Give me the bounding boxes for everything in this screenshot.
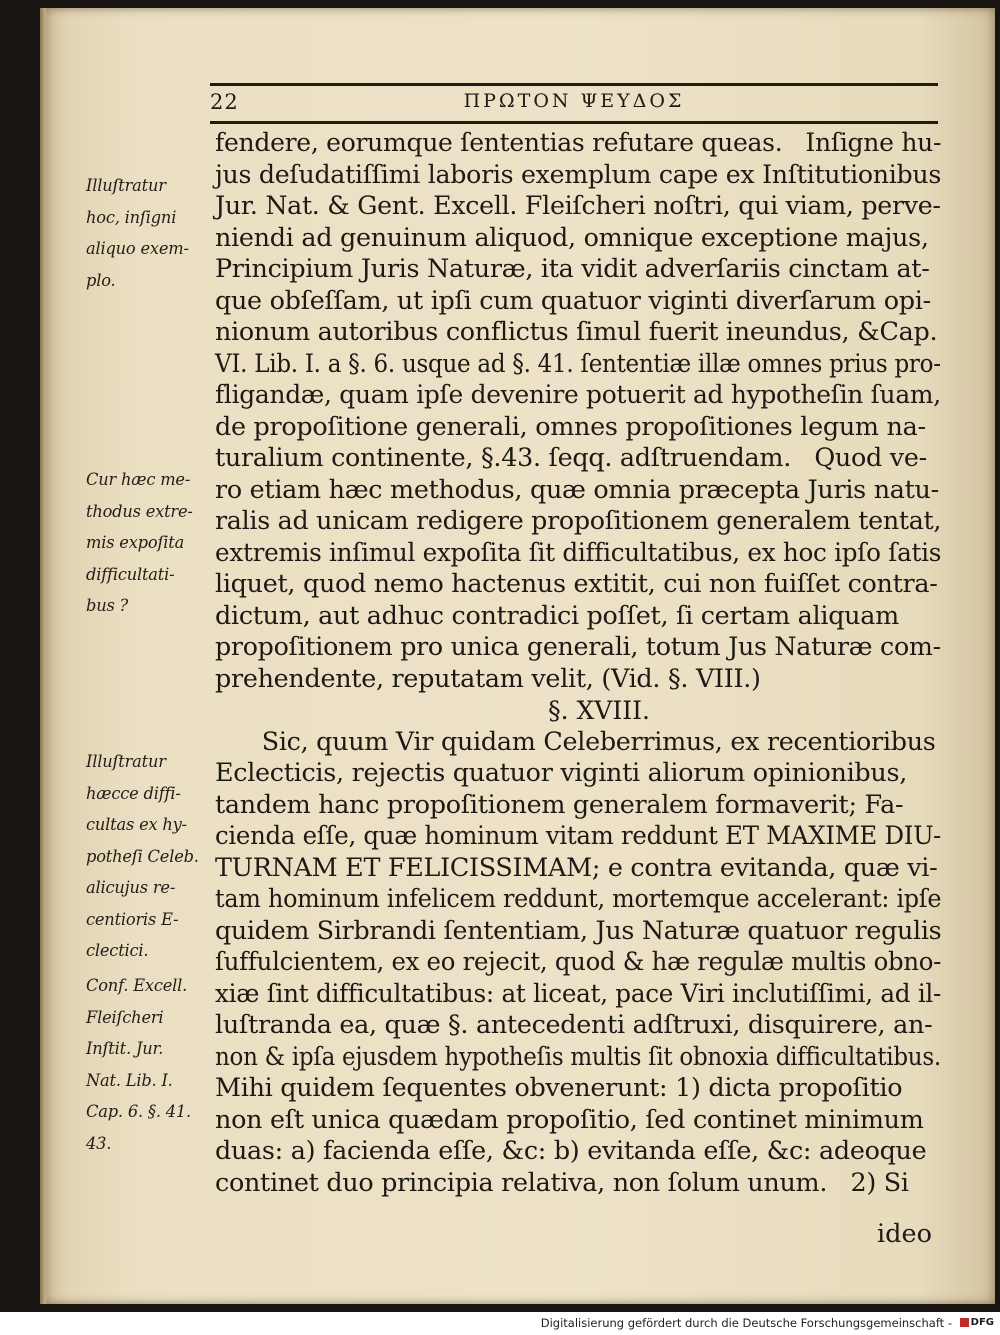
margin-note-line: Nat. Lib. I. — [86, 1070, 173, 1090]
catchword: ideo — [877, 1219, 932, 1249]
text-line: liquet, quod nemo hactenus extitit, cui non fuiſſet contra- — [215, 569, 938, 599]
margin-note-line: thodus extre- — [86, 501, 193, 521]
margin-note-line: hoc, inſigni — [86, 207, 177, 227]
margin-note-2 — [86, 464, 212, 622]
text-line: Sic, quum Vir quidam Celeberrimus, ex recentioribus — [215, 726, 936, 757]
margin-note-4 — [86, 970, 212, 1159]
text-line: quidem Sirbrandi ſententiam, Jus Naturæ quatuor regulis — [215, 915, 942, 946]
section-heading: §. XVIII. — [548, 696, 650, 725]
text-line: ſuffulcientem, ex eo rejecit, quod & hæ regulæ multis obno- — [215, 947, 942, 977]
page-gutter-edge — [40, 8, 46, 1304]
text-line: propoſitionem pro unica generali, totum Jus Naturæ com- — [215, 632, 941, 662]
margin-note-line: 43. — [86, 1133, 112, 1153]
main-text-block — [215, 128, 943, 1199]
text-line: ralis ad unicam redigere propoſitionem generalem tentat, — [215, 506, 942, 536]
margin-note-line: Conf. Excell. — [86, 976, 188, 995]
text-line: Eclecticis, rejectis quatuor viginti aliorum opinionibus, — [215, 758, 907, 788]
text-line: jus deſudatiſſimi laboris exemplum cape ex Inſtitutionibus — [215, 159, 942, 190]
text-line: prehendente, reputatam velit, (Vid. §. VIII.) — [215, 663, 761, 694]
text-line: fligandæ, quam ipſe devenire potuerit ad hypotheſin ſuam, — [215, 380, 941, 410]
text-line: tandem hanc propoſitionem generalem formaverit; Fa- — [215, 789, 904, 820]
margin-note-line: difficultati- — [86, 564, 175, 584]
header-bottom-rule — [210, 121, 938, 124]
margin-note-1 — [86, 170, 212, 296]
paragraph-top — [215, 128, 943, 695]
footer-bar — [0, 1312, 1000, 1335]
margin-note-line: hæcce diffi- — [86, 783, 181, 803]
margin-note-line: Illuſtratur — [86, 176, 166, 195]
margin-note-line: aliquo exem- — [86, 239, 189, 258]
text-line: Jur. Nat. & Gent. Excell. Fleiſcheri noſtri, qui viam, perve- — [215, 191, 941, 221]
text-line: TURNAM ET FELICISSIMAM; e contra evitanda, quæ vi- — [215, 852, 938, 883]
margin-note-3 — [86, 746, 212, 967]
margin-note-line: centioris E- — [86, 909, 179, 929]
margin-note-line: cultas ex hy- — [86, 815, 187, 834]
header-top-rule — [210, 83, 938, 86]
paragraph-bottom — [215, 727, 943, 1200]
text-line: niendi ad genuinum aliquod, omnique exceptione majus, — [215, 222, 929, 253]
dfg-logo — [956, 1315, 994, 1330]
text-line: luſtranda ea, quæ §. antecedenti adſtruxi, disquirere, an- — [215, 1010, 933, 1040]
margin-note-line: alicujus re- — [86, 878, 176, 897]
text-line: de propoſitione generali, omnes propoſitiones legum na- — [215, 411, 926, 442]
margin-note-line: bus ? — [86, 596, 129, 615]
text-line: turalium continente, §.43. ſeqq. adſtruendam. Quod ve- — [215, 443, 927, 473]
dfg-logo-text: DFG — [970, 1317, 994, 1328]
margin-note-line: Cap. 6. §. 41. — [86, 1102, 191, 1121]
text-line: nionum autoribus conflictus ſimul fuerit ineundus, &Cap. — [215, 317, 938, 347]
text-line: dictum, aut adhuc contradici poſſet, ſi certam aliquam — [215, 600, 899, 631]
margin-note-line: Cur hæc me- — [86, 470, 191, 489]
text-line: Mihi quidem ſequentes obvenerunt: 1) dicta propoſitio — [215, 1073, 903, 1103]
text-line: fendere, eorumque ſententias refutare queas. Inſigne hu- — [215, 128, 942, 158]
page-header — [210, 90, 938, 122]
text-line: VI. Lib. I. a §. 6. usque ad §. 41. ſententiæ illæ omnes prius pro- — [215, 348, 941, 379]
page-number: 22 — [210, 90, 239, 114]
margin-note-line: Inſtit. Jur. — [86, 1039, 164, 1058]
text-line: continet duo principia relativa, non ſolum unum. 2) Si — [215, 1167, 909, 1198]
text-line: Principium Juris Naturæ, ita vidit adverſariis cinctam at- — [215, 254, 930, 284]
margin-note-line: potheſi Celeb. — [86, 846, 199, 866]
text-line: non eſt unica quædam propoſitio, ſed continet minimum — [215, 1104, 924, 1135]
text-line: non & ipſa ejusdem hypotheſis multis ſit obnoxia difficultatibus. — [215, 1041, 941, 1072]
margin-note-line: Illuſtratur — [86, 752, 166, 771]
text-line: duas: a) facienda eſſe, &c: b) evitanda eſſe, &c: adeoque — [215, 1136, 927, 1166]
text-line: tam hominum infelicem reddunt, mortemque accelerant: ipſe — [215, 884, 942, 914]
running-head: ΠΡΩΤΟΝ ΨΕΥΔΟΣ — [463, 90, 685, 112]
text-line: extremis inſimul expoſita ſit difficultatibus, ex hoc ipſo ſatis — [215, 537, 942, 568]
margin-note-line: Fleiſcheri — [86, 1007, 164, 1027]
margin-note-line: clectici. — [86, 941, 149, 960]
text-line: cienda eſſe, quæ hominum vitam reddunt ET MAXIME DIU- — [215, 821, 941, 851]
dfg-logo-icon — [960, 1318, 969, 1327]
text-line: ro etiam hæc methodus, quæ omnia præcepta Juris natu- — [215, 474, 939, 505]
text-line: xiæ ſint difficultatibus: at liceat, pace Viri inclutiſſimi, ad il- — [215, 978, 942, 1009]
digitization-credit: Digitalisierung gefördert durch die Deutsche Forschungsgemeinschaft - — [540, 1316, 952, 1330]
text-line: que obſeſſam, ut ipſi cum quatuor viginti diverſarum opi- — [215, 285, 931, 316]
margin-note-line: mis expoſita — [86, 533, 185, 552]
margin-note-line: plo. — [86, 270, 116, 290]
